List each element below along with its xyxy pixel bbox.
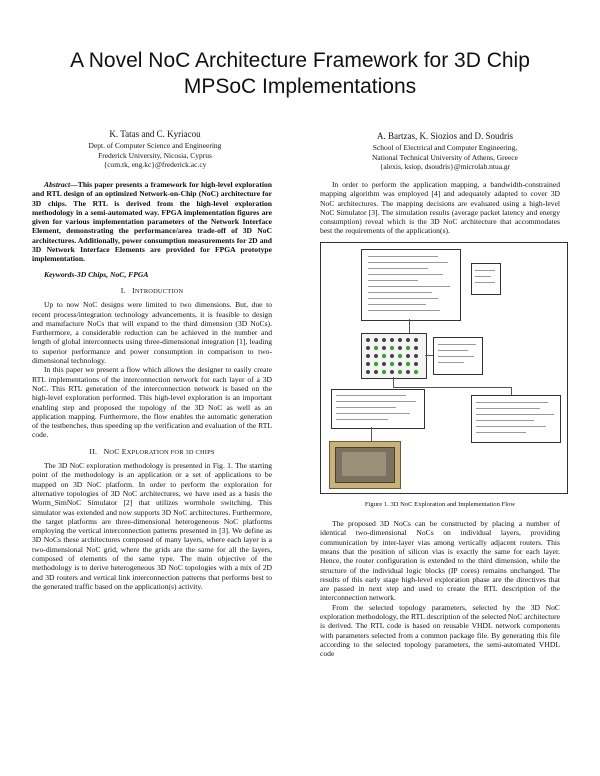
keywords: Keywords-3D Chips, NoC, FPGA: [44, 269, 149, 279]
chip-layout-image: [329, 441, 401, 489]
intro-paragraph-2: In this paper we present a flow which allows the designer to easily create RTL implementations of the interconnection network for each layer of a 3D NoC. This RTL generation of the interconnection network is based on the high-level exploration performed. This high-level exploration is an important enabling step and proposed the topology of the 3D NoC as well as an application mapping. Furthermore, the flow enables the automatic generation of the testbenches, thus speeding up the verification and evaluation of the RTL code.: [32, 365, 272, 440]
testbench-code-box: [471, 395, 561, 443]
affiliation-right-1: School of Electrical and Computer Engineering,: [372, 143, 518, 152]
authors-right: [322, 130, 568, 172]
paper-title: A Novel NoC Architecture Framework for 3D Chip MPSoC Implementations: [70, 49, 530, 98]
abstract: [32, 180, 272, 264]
figure-1-flow-diagram: [320, 242, 568, 494]
right-paragraph-1: In order to perform the application mapping, a bandwidth-constrained mapping algorithm was employed [4] and adequately adapted to cover 3D NoC architectures. The mapping decisions are evaluated using a high-level NoC Simulator [3]. The simulation results (average packet latency and energy consumption) reveal which is the 3D NoC architecture that accommodates best the requirements of the application(s).: [320, 180, 560, 236]
noc-grid-box: [361, 333, 427, 379]
exploration-paragraph-1: The 3D NoC exploration methodology is presented in Fig. 1. The starting point of the methodology is an application or a set of applications to be mapped on 3D NoC platform. In order to perform the exploration for alternative topologies of 3D NoC architectures, we have used as a basis the Worm_SimNoC Simulator [2] that utilizes wormhole switching. This simulator was extended and now supports 3D NoC architectures. Furthermore, the target platforms are three-dimensional heterogeneous NoC platforms employing the vertical interconnection patterns presented in [3]. We define as 3D NoCs these architectures composed of many layers, where each layer is a two-dimensional NoC grid, where the grids are the same for all the layers, composed of elements of the same type. The main objective of the methodology is to derive heterogeneous 3D NoC topologies with a mix of 2D and 3D routers and vertical link interconnection patterns that performs best to the generated traffic based on the application(s) activity.: [32, 461, 272, 591]
right-column: [320, 180, 560, 659]
affiliation-left-2: Frederick University, Nicosia, Cyprus: [98, 150, 212, 160]
email-left: {com.tk, eng.kc}@frederick.ac.cy: [103, 160, 207, 169]
intro-paragraph-1: Up to now NoC designs were limited to two dimensions. But, due to recent process/integration technology advancements, it is feasible to design and manufacture NoCs that will expand to the third dimension (3D NoCs). Furthermore, a considerable reduction can be achieved in the number and length of global interconnects using three-dimensional integration [1], leading to superior performance and power consumption in comparison to two-dimensional technology.: [32, 300, 272, 366]
section-heading-exploration: II. NOC EXPLORATION FOR 3D CHIPS: [89, 446, 215, 456]
email-right: {alexis, ksiop, dsoudris}@microlab.ntua.gr: [379, 162, 511, 171]
section-heading-introduction: I. INTRODUCTION: [120, 285, 184, 295]
vhdl-code-box: [331, 389, 425, 429]
noc-grid-icon: [362, 334, 426, 378]
noc-side-box: [433, 337, 483, 375]
top-right-small-box: [471, 263, 501, 295]
affiliation-left-1: Dept. of Computer Science and Engineering: [88, 141, 222, 150]
author-names-left: K. Tatas and C. Kyriacou: [109, 129, 201, 139]
authors-left: [40, 128, 270, 170]
right-paragraph-2: The proposed 3D NoCs can be constructed by placing a number of identical two-dimensional NoCs on individual layers, providing communication by inter-layer vias among vertically adjacent routers. This means that the position of silicon vias is exactly the same for each layer. Hence, the router configuration is extended to the third dimension, while the structure of the individual logic blocks (IP cores) remains unchanged. The results of this early stage high-level exploration phase are the directives that are passed in next step and used to create the RTL description of the interconnection network.: [320, 519, 560, 603]
abstract-text: —This paper presents a framework for high-level exploration and RTL design of an optimized Network-on-Chip (NoC) architecture for 3D chips. The RTL is derived from the high-level exploration methodology in a semi-automated way. FPGA implementation figures are given for various implementation parameters of the Network Interface Element, demonstrating the performance/area trade-off of 3D NoC architectures. Additionally, power consumption measurements for 2D and 3D Network Interface Elements are provided for FPGA prototype implementation.: [32, 180, 272, 264]
left-column: [32, 180, 272, 591]
abstract-label: Abstract: [44, 180, 71, 189]
figure-caption: Figure 1. 3D NoC Exploration and Implementation Flow: [364, 500, 516, 508]
author-names-right: A. Bartzas, K. Siozios and D. Soudris: [377, 131, 513, 141]
affiliation-right-2: National Technical University of Athens, Greece: [372, 152, 518, 162]
top-code-box: [361, 249, 461, 321]
right-paragraph-3: From the selected topology parameters, selected by the 3D NoC exploration methodology, the RTL description of the selected NoC architecture is derived. The RTL code is based on reusable VHDL network components with parameters selected from a common package file. By generating this file according to the selected topology parameters, the semi-automated VHDL code: [320, 602, 561, 659]
